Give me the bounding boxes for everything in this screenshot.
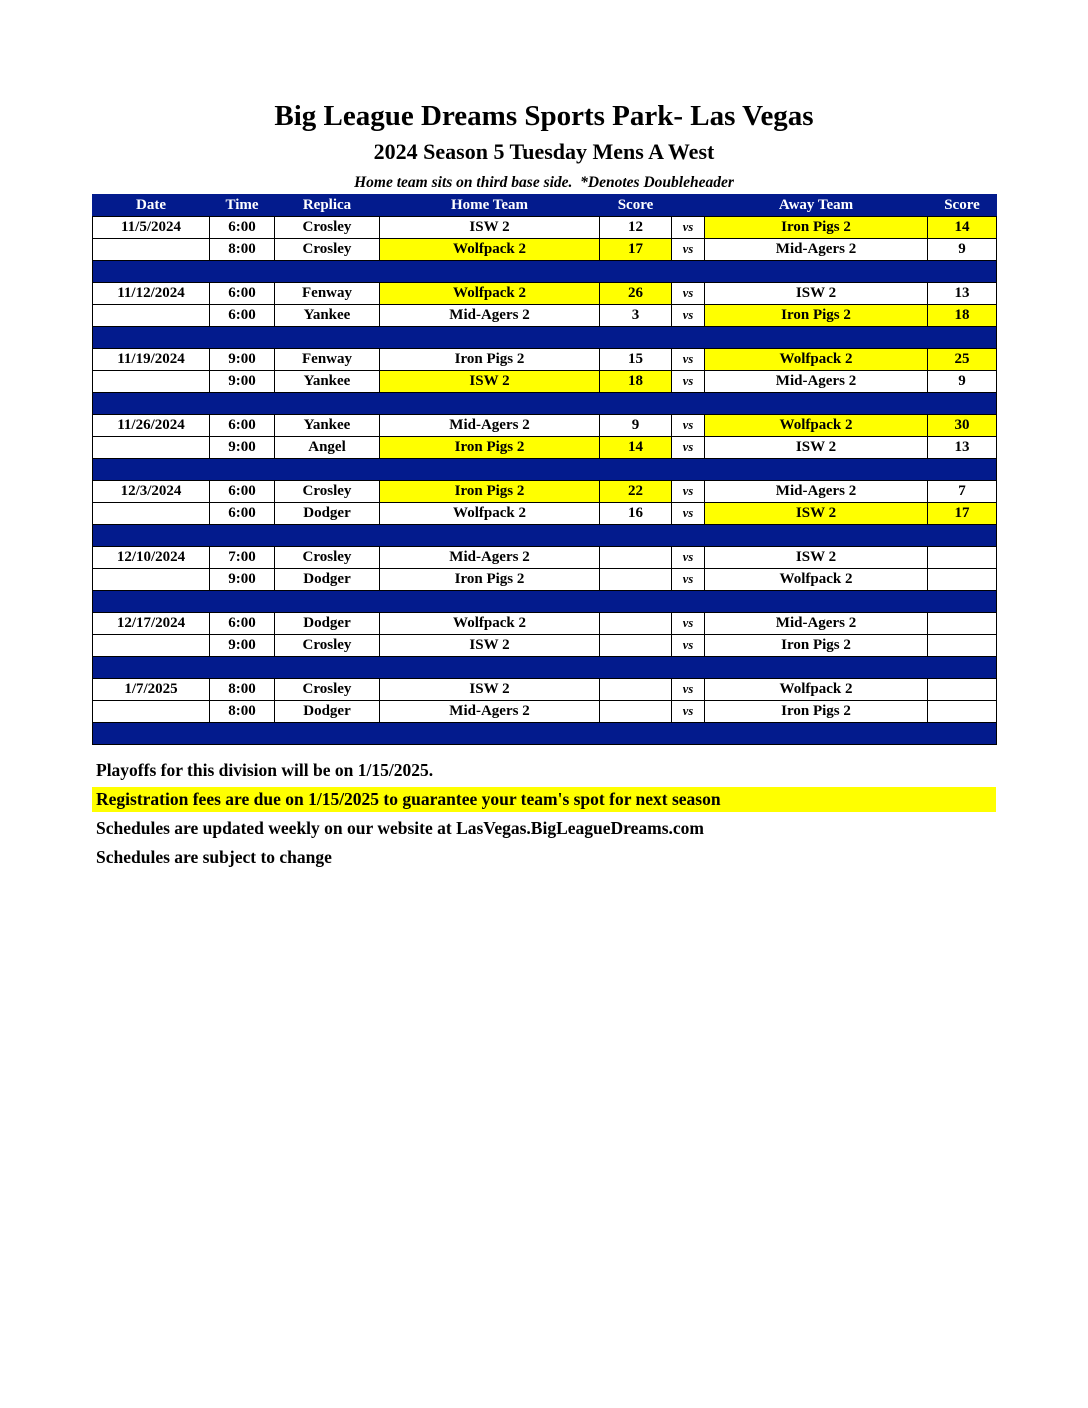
time-cell: 9:00 bbox=[210, 348, 275, 370]
time-cell: 9:00 bbox=[210, 634, 275, 656]
away-team-cell: ISW 2 bbox=[705, 436, 928, 458]
replica-cell: Fenway bbox=[275, 348, 380, 370]
away-score-cell: 13 bbox=[928, 436, 997, 458]
column-header-away-team: Away Team bbox=[705, 194, 928, 216]
separator-band bbox=[93, 524, 997, 546]
time-cell: 6:00 bbox=[210, 612, 275, 634]
date-cell: 12/17/2024 bbox=[93, 612, 210, 634]
separator-row bbox=[93, 590, 997, 612]
game-row bbox=[93, 546, 997, 568]
time-cell: 6:00 bbox=[210, 216, 275, 238]
date-cell: 11/19/2024 bbox=[93, 348, 210, 370]
vs-cell: vs bbox=[672, 370, 705, 392]
replica-cell: Crosley bbox=[275, 678, 380, 700]
date-cell bbox=[93, 700, 210, 722]
date-cell bbox=[93, 370, 210, 392]
footer-line: Schedules are subject to change bbox=[96, 846, 332, 867]
column-header-home-team: Home Team bbox=[380, 194, 600, 216]
away-team-cell: Wolfpack 2 bbox=[705, 414, 928, 436]
vs-cell: vs bbox=[672, 634, 705, 656]
home-team-cell: ISW 2 bbox=[380, 216, 600, 238]
home-score-cell bbox=[600, 700, 672, 722]
separator-band bbox=[93, 260, 997, 282]
away-score-cell: 25 bbox=[928, 348, 997, 370]
away-team-cell: Mid-Agers 2 bbox=[705, 238, 928, 260]
home-team-cell: Wolfpack 2 bbox=[380, 502, 600, 524]
game-row bbox=[93, 238, 997, 260]
away-score-cell: 14 bbox=[928, 216, 997, 238]
time-cell: 6:00 bbox=[210, 414, 275, 436]
replica-cell: Yankee bbox=[275, 370, 380, 392]
replica-cell: Dodger bbox=[275, 502, 380, 524]
time-cell: 8:00 bbox=[210, 678, 275, 700]
time-cell: 9:00 bbox=[210, 370, 275, 392]
away-score-cell bbox=[928, 634, 997, 656]
home-team-cell: Wolfpack 2 bbox=[380, 238, 600, 260]
away-team-cell: Iron Pigs 2 bbox=[705, 304, 928, 326]
home-score-cell: 22 bbox=[600, 480, 672, 502]
game-row bbox=[93, 304, 997, 326]
separator-row bbox=[93, 524, 997, 546]
game-row bbox=[93, 700, 997, 722]
home-team-cell: Iron Pigs 2 bbox=[380, 348, 600, 370]
home-team-cell: ISW 2 bbox=[380, 370, 600, 392]
away-team-cell: Iron Pigs 2 bbox=[705, 216, 928, 238]
away-team-cell: Mid-Agers 2 bbox=[705, 612, 928, 634]
season-subtitle: 2024 Season 5 Tuesday Mens A West bbox=[373, 139, 715, 165]
time-cell: 8:00 bbox=[210, 238, 275, 260]
vs-cell: vs bbox=[672, 304, 705, 326]
vs-cell: vs bbox=[672, 502, 705, 524]
game-row bbox=[93, 370, 997, 392]
column-header-time: Time bbox=[210, 194, 275, 216]
time-cell: 6:00 bbox=[210, 480, 275, 502]
game-row bbox=[93, 634, 997, 656]
vs-cell: vs bbox=[672, 568, 705, 590]
separator-row bbox=[93, 722, 997, 744]
vs-cell: vs bbox=[672, 414, 705, 436]
date-cell bbox=[93, 568, 210, 590]
separator-band bbox=[93, 656, 997, 678]
home-team-cell: Mid-Agers 2 bbox=[380, 700, 600, 722]
time-cell: 7:00 bbox=[210, 546, 275, 568]
vs-cell: vs bbox=[672, 612, 705, 634]
date-cell bbox=[93, 502, 210, 524]
date-cell: 11/5/2024 bbox=[93, 216, 210, 238]
separator-row bbox=[93, 260, 997, 282]
away-team-cell: ISW 2 bbox=[705, 502, 928, 524]
time-cell: 6:00 bbox=[210, 282, 275, 304]
separator-band bbox=[93, 722, 997, 744]
separator-band bbox=[93, 458, 997, 480]
column-header-score: Score bbox=[928, 194, 997, 216]
separator-row bbox=[93, 326, 997, 348]
column-header-replica: Replica bbox=[275, 194, 380, 216]
away-score-cell: 9 bbox=[928, 370, 997, 392]
home-team-note: Home team sits on third base side. *Denotes Doubleheader bbox=[354, 173, 734, 191]
away-team-cell: Mid-Agers 2 bbox=[705, 370, 928, 392]
away-team-cell: Wolfpack 2 bbox=[705, 348, 928, 370]
replica-cell: Crosley bbox=[275, 546, 380, 568]
replica-cell: Crosley bbox=[275, 480, 380, 502]
home-score-cell: 9 bbox=[600, 414, 672, 436]
footer-notes bbox=[92, 758, 996, 870]
vs-cell: vs bbox=[672, 546, 705, 568]
home-score-cell: 26 bbox=[600, 282, 672, 304]
home-score-cell: 12 bbox=[600, 216, 672, 238]
game-row bbox=[93, 282, 997, 304]
date-cell bbox=[93, 634, 210, 656]
game-row bbox=[93, 216, 997, 238]
home-team-cell: Mid-Agers 2 bbox=[380, 304, 600, 326]
time-cell: 8:00 bbox=[210, 700, 275, 722]
away-score-cell: 13 bbox=[928, 282, 997, 304]
home-score-cell bbox=[600, 678, 672, 700]
away-team-cell: Iron Pigs 2 bbox=[705, 700, 928, 722]
replica-cell: Angel bbox=[275, 436, 380, 458]
date-cell: 12/3/2024 bbox=[93, 480, 210, 502]
time-cell: 9:00 bbox=[210, 436, 275, 458]
vs-cell: vs bbox=[672, 436, 705, 458]
away-score-cell: 30 bbox=[928, 414, 997, 436]
away-team-cell: Wolfpack 2 bbox=[705, 678, 928, 700]
vs-cell: vs bbox=[672, 678, 705, 700]
page-title: Big League Dreams Sports Park- Las Vegas bbox=[274, 100, 814, 132]
game-row bbox=[93, 502, 997, 524]
vs-cell: vs bbox=[672, 238, 705, 260]
away-score-cell: 7 bbox=[928, 480, 997, 502]
game-row bbox=[93, 678, 997, 700]
home-team-cell: Mid-Agers 2 bbox=[380, 546, 600, 568]
game-row bbox=[93, 414, 997, 436]
replica-cell: Yankee bbox=[275, 414, 380, 436]
away-score-cell bbox=[928, 678, 997, 700]
column-header-vs bbox=[672, 194, 705, 216]
schedule-page bbox=[92, 0, 996, 870]
home-team-cell: Iron Pigs 2 bbox=[380, 436, 600, 458]
date-cell: 11/26/2024 bbox=[93, 414, 210, 436]
home-score-cell bbox=[600, 546, 672, 568]
away-score-cell: 18 bbox=[928, 304, 997, 326]
home-score-cell: 14 bbox=[600, 436, 672, 458]
footer-line: Schedules are updated weekly on our website at LasVegas.BigLeagueDreams.com bbox=[96, 817, 704, 838]
replica-cell: Crosley bbox=[275, 216, 380, 238]
separator-row bbox=[93, 656, 997, 678]
separator-row bbox=[93, 458, 997, 480]
away-team-cell: ISW 2 bbox=[705, 282, 928, 304]
date-cell: 12/10/2024 bbox=[93, 546, 210, 568]
away-team-cell: Iron Pigs 2 bbox=[705, 634, 928, 656]
away-score-cell bbox=[928, 546, 997, 568]
time-cell: 6:00 bbox=[210, 502, 275, 524]
date-cell bbox=[93, 304, 210, 326]
separator-band bbox=[93, 590, 997, 612]
home-team-cell: Wolfpack 2 bbox=[380, 612, 600, 634]
replica-cell: Dodger bbox=[275, 568, 380, 590]
game-row bbox=[93, 568, 997, 590]
date-cell: 11/12/2024 bbox=[93, 282, 210, 304]
replica-cell: Fenway bbox=[275, 282, 380, 304]
home-score-cell: 15 bbox=[600, 348, 672, 370]
home-score-cell: 16 bbox=[600, 502, 672, 524]
table-header-row bbox=[93, 194, 997, 216]
vs-cell: vs bbox=[672, 700, 705, 722]
home-team-cell: Mid-Agers 2 bbox=[380, 414, 600, 436]
time-cell: 9:00 bbox=[210, 568, 275, 590]
home-team-cell: Iron Pigs 2 bbox=[380, 480, 600, 502]
vs-cell: vs bbox=[672, 216, 705, 238]
game-row bbox=[93, 348, 997, 370]
away-score-cell: 9 bbox=[928, 238, 997, 260]
away-score-cell bbox=[928, 612, 997, 634]
replica-cell: Crosley bbox=[275, 238, 380, 260]
column-header-score: Score bbox=[600, 194, 672, 216]
vs-cell: vs bbox=[672, 480, 705, 502]
away-team-cell: Mid-Agers 2 bbox=[705, 480, 928, 502]
schedule-table bbox=[92, 194, 997, 745]
away-score-cell bbox=[928, 568, 997, 590]
date-cell bbox=[93, 436, 210, 458]
away-score-cell: 17 bbox=[928, 502, 997, 524]
vs-cell: vs bbox=[672, 348, 705, 370]
time-cell: 6:00 bbox=[210, 304, 275, 326]
home-score-cell bbox=[600, 634, 672, 656]
home-score-cell: 17 bbox=[600, 238, 672, 260]
away-team-cell: Wolfpack 2 bbox=[705, 568, 928, 590]
game-row bbox=[93, 436, 997, 458]
game-row bbox=[93, 612, 997, 634]
separator-band bbox=[93, 392, 997, 414]
away-score-cell bbox=[928, 700, 997, 722]
separator-row bbox=[93, 392, 997, 414]
home-score-cell: 3 bbox=[600, 304, 672, 326]
footer-line-highlighted: Registration fees are due on 1/15/2025 to guarantee your team's spot for next season bbox=[92, 787, 996, 812]
date-cell: 1/7/2025 bbox=[93, 678, 210, 700]
footer-line: Playoffs for this division will be on 1/15/2025. bbox=[96, 759, 434, 780]
vs-cell: vs bbox=[672, 282, 705, 304]
away-team-cell: ISW 2 bbox=[705, 546, 928, 568]
home-team-cell: ISW 2 bbox=[380, 634, 600, 656]
home-score-cell bbox=[600, 612, 672, 634]
separator-band bbox=[93, 326, 997, 348]
home-team-cell: Iron Pigs 2 bbox=[380, 568, 600, 590]
home-score-cell bbox=[600, 568, 672, 590]
replica-cell: Dodger bbox=[275, 700, 380, 722]
column-header-date: Date bbox=[93, 194, 210, 216]
home-score-cell: 18 bbox=[600, 370, 672, 392]
replica-cell: Yankee bbox=[275, 304, 380, 326]
home-team-cell: Wolfpack 2 bbox=[380, 282, 600, 304]
date-cell bbox=[93, 238, 210, 260]
replica-cell: Crosley bbox=[275, 634, 380, 656]
game-row bbox=[93, 480, 997, 502]
replica-cell: Dodger bbox=[275, 612, 380, 634]
home-team-cell: ISW 2 bbox=[380, 678, 600, 700]
